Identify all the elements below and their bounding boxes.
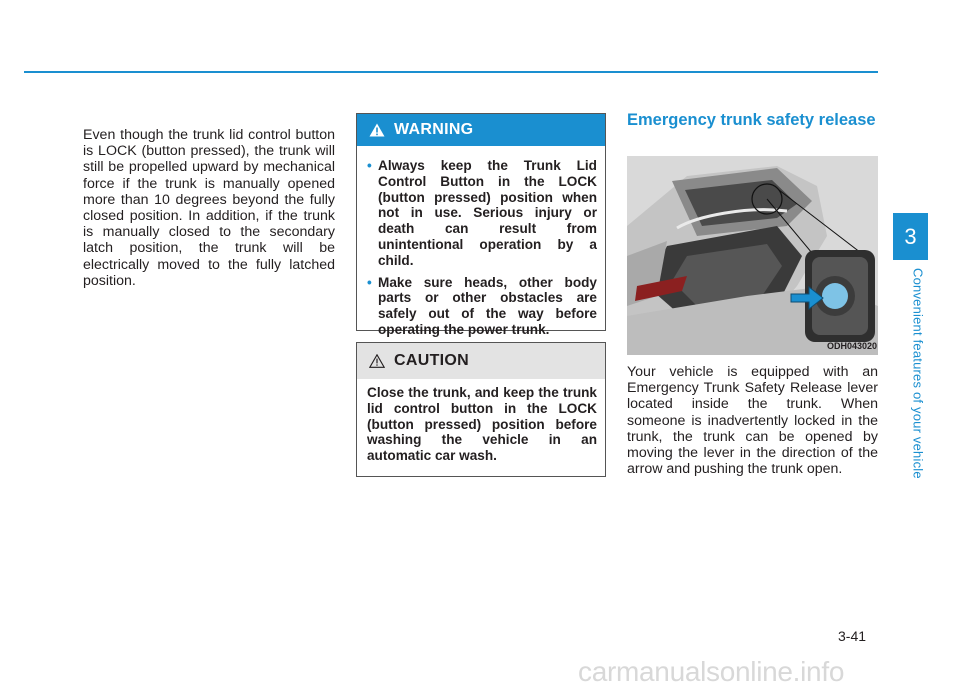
watermark: carmanualsonline.info: [578, 656, 845, 687]
figure-code: ODH043020: [827, 341, 878, 351]
warning-title: WARNING: [394, 121, 474, 138]
chapter-number: 3: [904, 223, 917, 249]
warning-triangle-icon: [369, 123, 385, 137]
warning-item: • Always keep the Trunk Lid Control Button in the LOCK (button pressed) position when not in use. Serious injury or death can result from unintentional operation by a child.: [367, 158, 597, 269]
caution-body: [357, 379, 605, 474]
caution-triangle-icon: [369, 354, 385, 368]
intro-paragraph: Even though the trunk lid control button is LOCK (button pressed), the trunk will still be propelled upward by mechanical force if the trunk is manually opened more than 10 degrees beyond the fully closed position. In addition, if the trunk is manually closed to the secondary latch position, the trunk will be electrically moved to the fully latched position.: [83, 127, 335, 289]
caution-text: Close the trunk, and keep the trunk lid control button in the LOCK (button pressed) position before washing the vehicle in an automatic car wash.: [367, 385, 597, 464]
chapter-tab: [893, 213, 928, 260]
caution-header: [357, 343, 605, 379]
chapter-title-vertical: [910, 268, 926, 493]
warning-item: • Make sure heads, other body parts or other obstacles are safely out of the way before operating the power trunk.: [367, 275, 597, 338]
trunk-release-illustration: [627, 156, 878, 355]
warning-header: [357, 114, 605, 146]
section-title: Emergency trunk safety release: [627, 111, 876, 129]
warning-box: [356, 113, 606, 337]
header-rule: [24, 71, 878, 73]
warning-body: [357, 146, 605, 354]
page-number: 3-41: [838, 628, 867, 644]
caution-title: CAUTION: [394, 352, 469, 369]
emergency-paragraph: Your vehicle is equipped with an Emergency Trunk Safety Release lever located inside the trunk. When someone is inadvertently locked in the trunk, the trunk can be opened by moving the lever in the direction of the arrow and pushing the trunk open.: [627, 364, 878, 478]
chapter-title: Convenient features of your vehicle: [910, 268, 926, 479]
caution-box: [356, 342, 606, 477]
warning-list: [367, 158, 597, 338]
